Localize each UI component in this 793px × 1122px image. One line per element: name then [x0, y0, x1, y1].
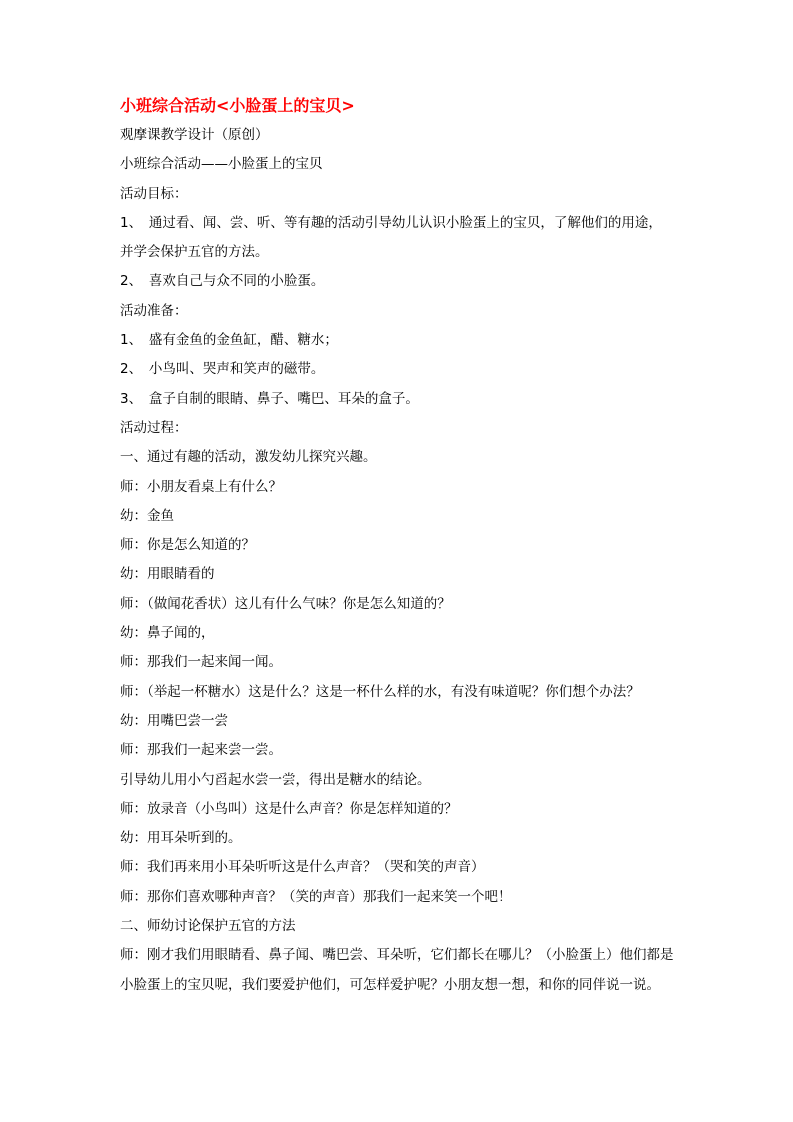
prep-item-2: 2、 小鸟叫、哭声和笑声的磁带。: [120, 361, 325, 378]
goal-item-1: 1、 通过看、闻、尝、听、等有趣的活动引导幼儿认识小脸蛋上的宝贝，了解他们的用途，并学会保护五官的方法。: [120, 214, 662, 261]
dialogue-line: 幼：鼻子闻的，: [120, 625, 215, 642]
dialogue-line: 幼：用耳朵听到的。: [120, 830, 242, 847]
paragraph-activity-name: 小班综合活动——小脸蛋上的宝贝: [120, 156, 323, 173]
dialogue-line: 师：（举起一杯糖水）这是什么？这是一杯什么样的水，有没有味道呢？你们想个办法？: [120, 683, 640, 700]
document-title: 小班综合活动<小脸蛋上的宝贝>: [120, 96, 355, 115]
dialogue-line: 师：我们再来用小耳朵听听这是什么声音？（哭和笑的声音）: [120, 859, 485, 876]
dialogue-line: 师：那我们一起来闻一闻。: [120, 654, 282, 671]
document-body: [120, 121, 675, 1000]
dialogue-line: 师：小朋友看桌上有什么？: [120, 478, 282, 495]
prep-item-1: 1、 盛有金鱼的金鱼缸，醋、糖水；: [120, 332, 338, 349]
dialogue-line: 师：（做闻花香状）这儿有什么气味？你是怎么知道的？: [120, 595, 451, 612]
process-step-2: 二、师幼讨论保护五官的方法: [120, 918, 296, 935]
dialogue-line-long: 师：刚才我们用眼睛看、鼻子闻、嘴巴尝、耳朵听，它们都长在哪儿？（小脸蛋上）他们都是小脸蛋上的宝贝呢，我们要爱护他们，可怎样爱护呢？小朋友想一想，和你的同伴说一说。: [120, 947, 674, 993]
section-heading-preparation: 活动准备：: [120, 302, 188, 319]
dialogue-line: 幼：用嘴巴尝一尝: [120, 712, 228, 729]
dialogue-line: 幼：用眼睛看的: [120, 566, 215, 583]
section-heading-goals: 活动目标：: [120, 185, 188, 202]
prep-item-3: 3、 盒子自制的眼睛、鼻子、嘴巴、耳朵的盒子。: [120, 390, 419, 407]
dialogue-line: 师：那你们喜欢哪种声音？（笑的声音）那我们一起来笑一个吧！: [120, 888, 512, 905]
dialogue-line: 幼：金鱼: [120, 507, 174, 524]
dialogue-line: 师：你是怎么知道的？: [120, 537, 255, 554]
section-heading-process: 活动过程：: [120, 419, 188, 436]
narration-line: 引导幼儿用小勺舀起水尝一尝，得出是糖水的结论。: [120, 771, 431, 788]
dialogue-line: 师：放录音（小鸟叫）这是什么声音？你是怎样知道的？: [120, 800, 458, 817]
process-step-1: 一、通过有趣的活动，激发幼儿探究兴趣。: [120, 449, 377, 466]
dialogue-line: 师：那我们一起来尝一尝。: [120, 742, 282, 759]
paragraph-subtitle: 观摩课教学设计（原创）: [120, 127, 269, 143]
goal-item-2: 2、 喜欢自己与众不同的小脸蛋。: [120, 273, 325, 290]
